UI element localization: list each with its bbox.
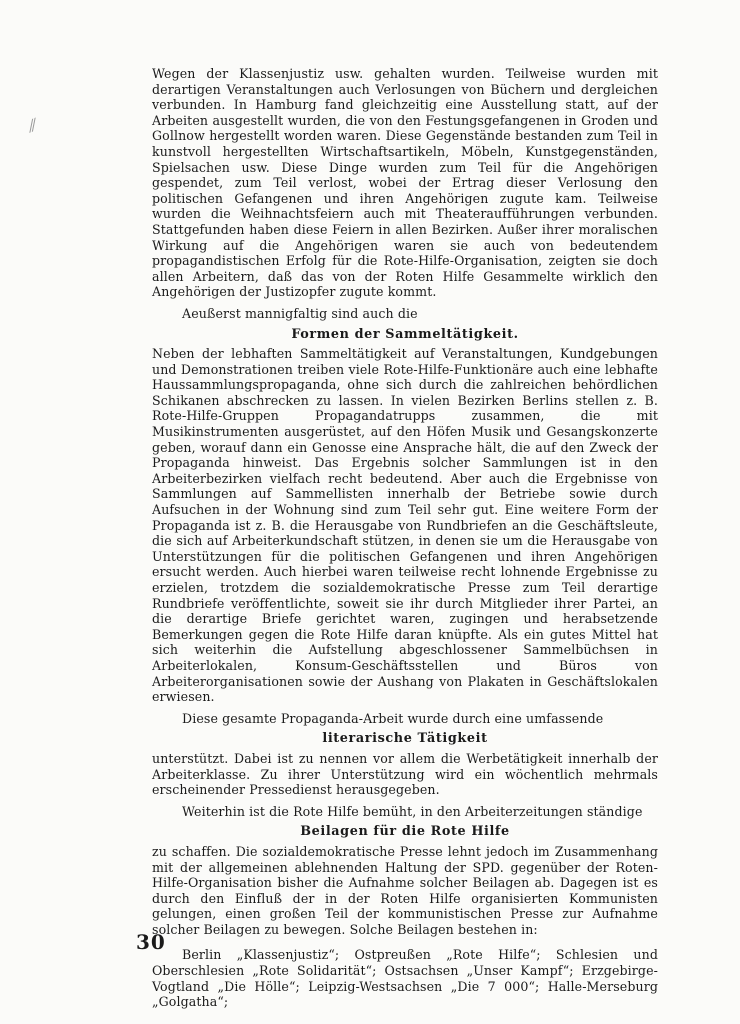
- paragraph-weihnachtsfeiern: Wegen der Klassenjustiz usw. gehalten wurden. Teilweise wurden mit derartigen Veranstaltungen auch Verlosungen von Büchern und dergleichen verbunden. In Hamburg fand gleichzeitig eine Ausstellung statt, auf der Arbeiten ausgestellt wurden, die von den Festungsgefangenen in Groden und Gollnow hergestellt worden waren. Diese Gegenstände bestanden zum Teil in kunstvoll hergestellten Wirtschaftsartikeln, Möbeln, Kunstgegenständen, Spielsachen usw. Diese Dinge wurden zum Teil für die Angehörigen gespendet, zum Teil verlost, wobei der Ertrag dieser Verlosung den politischen Gefangenen und ihren Angehörigen zugute kam. Teilweise wurden die Weihnachtsfeiern auch mit Theateraufführungen verbunden. Stattgefunden haben diese Feiern in allen Bezirken. Außer ihrer moralischen Wirkung auf die Angehörigen waren sie auch von bedeutendem propagandistischen Erfolg für die Rote-Hilfe-Organisation, zeigten sie doch allen Arbeitern, daß das von der Roten Hilfe Gesammelte wirklich den Angehörigen der Justizopfer zugute kommt.: [152, 66, 658, 300]
- paragraph-lead-in-literarisch: Diese gesamte Propaganda-Arbeit wurde durch eine umfassende: [182, 710, 604, 726]
- page-number: 30: [136, 930, 166, 954]
- heading-literarische-taetigkeit: literarische Tätigkeit: [322, 731, 488, 747]
- heading-formen-der-sammeltaetigkeit: Formen der Sammeltätigkeit.: [291, 326, 519, 342]
- paragraph-beilagen: zu schaffen. Die sozialdemokratische Presse lehnt jedoch im Zusammenhang mit der allgemeinen ablehnenden Haltung der SPD. gegenüber der Roten-Hilfe-Organisation bisher die Aufnahme solcher Beilagen ab. Dagegen ist es durch den Einfluß der in der Roten Hilfe organisierten Kommunisten gelungen, einen großen Teil der kommunistischen Presse zur Aufnahme solcher Beilagen zu bewegen. Solche Beilagen bestehen in:: [152, 843, 658, 937]
- pencil-margin-mark: ⁄⁄: [26, 115, 39, 136]
- paragraph-lead-in-sammeltaetigkeit: Aeußerst mannigfaltig sind auch die: [182, 305, 418, 321]
- paragraph-beilagen-liste: Berlin „Klassenjustiz“; Ostpreußen „Rote Hilfe“; Schlesien und Oberschlesien „Rote Solidarität“; Ostsachsen „Unser Kampf“; Erzgebirge-Vogtland „Die Hölle“; Leipzig-Westsachsen „Die 7 000“; Halle-Merseburg „Golgatha“;: [152, 947, 658, 1010]
- paragraph-sammeltaetigkeit: Neben der lebhaften Sammeltätigkeit auf Veranstaltungen, Kundgebungen und Demonstrationen treiben viele Rote-Hilfe-Funktionäre auch eine lebhafte Haussammlungspropaganda, ohne sich durch die zahlreichen behördlichen Schikanen abschrecken zu lassen. In vielen Bezirken Berlins stellen z. B. Rote-Hilfe-Gruppen Propagandatrupps zusammen, die mit Musikinstrumenten ausgerüstet, auf den Höfen Musik und Gesangskonzerte geben, worauf dann ein Genosse eine Ansprache hält, die auf den Zweck der Propaganda hinweist. Das Ergebnis solcher Sammlungen ist in den Arbeiterbezirken vielfach recht bedeutend. Aber auch die Ergebnisse von Sammlungen auf Sammellisten innerhalb der Betriebe sowie durch Aufsuchen in der Wohnung sind zum Teil sehr gut. Eine weitere Form der Propaganda ist z. B. die Herausgabe von Rundbriefen an die Geschäftsleute, die sich auf Arbeiterkundschaft stützen, in denen sie um die Herausgabe von Unterstützungen für die politischen Gefangenen und ihren Angehörigen ersucht werden. Auch hierbei waren teilweise recht lohnende Ergebnisse zu erzielen, trotzdem die sozialdemokratische Presse zum Teil derartige Rundbriefe veröffentlichte, soweit sie ihr durch Mitglieder ihrer Partei, an die derartige Briefe gerichtet waren, zugingen und herabsetzende Bemerkungen gegen die Rote Hilfe daran knüpfte. Als ein gutes Mittel hat sich weiterhin die Aufstellung abgeschlossener Sammelbüchsen in Arbeiterlokalen, Konsum-Geschäftsstellen und Büros von Arbeiterorganisationen sowie der Aushang von Plakaten in Geschäftslokalen erwiesen.: [152, 346, 658, 705]
- text-column: [152, 66, 658, 1010]
- paragraph-lead-in-beilagen: Weiterhin ist die Rote Hilfe bemüht, in den Arbeiterzeitungen ständige: [182, 803, 643, 819]
- heading-beilagen-rote-hilfe: Beilagen für die Rote Hilfe: [300, 824, 510, 840]
- paragraph-pressedienst: unterstützt. Dabei ist zu nennen vor allem die Werbetätigkeit innerhalb der Arbeiterklasse. Zu ihrer Unterstützung wird ein wöchentlich mehrmals erscheinender Pressedienst herausgegeben.: [152, 750, 658, 798]
